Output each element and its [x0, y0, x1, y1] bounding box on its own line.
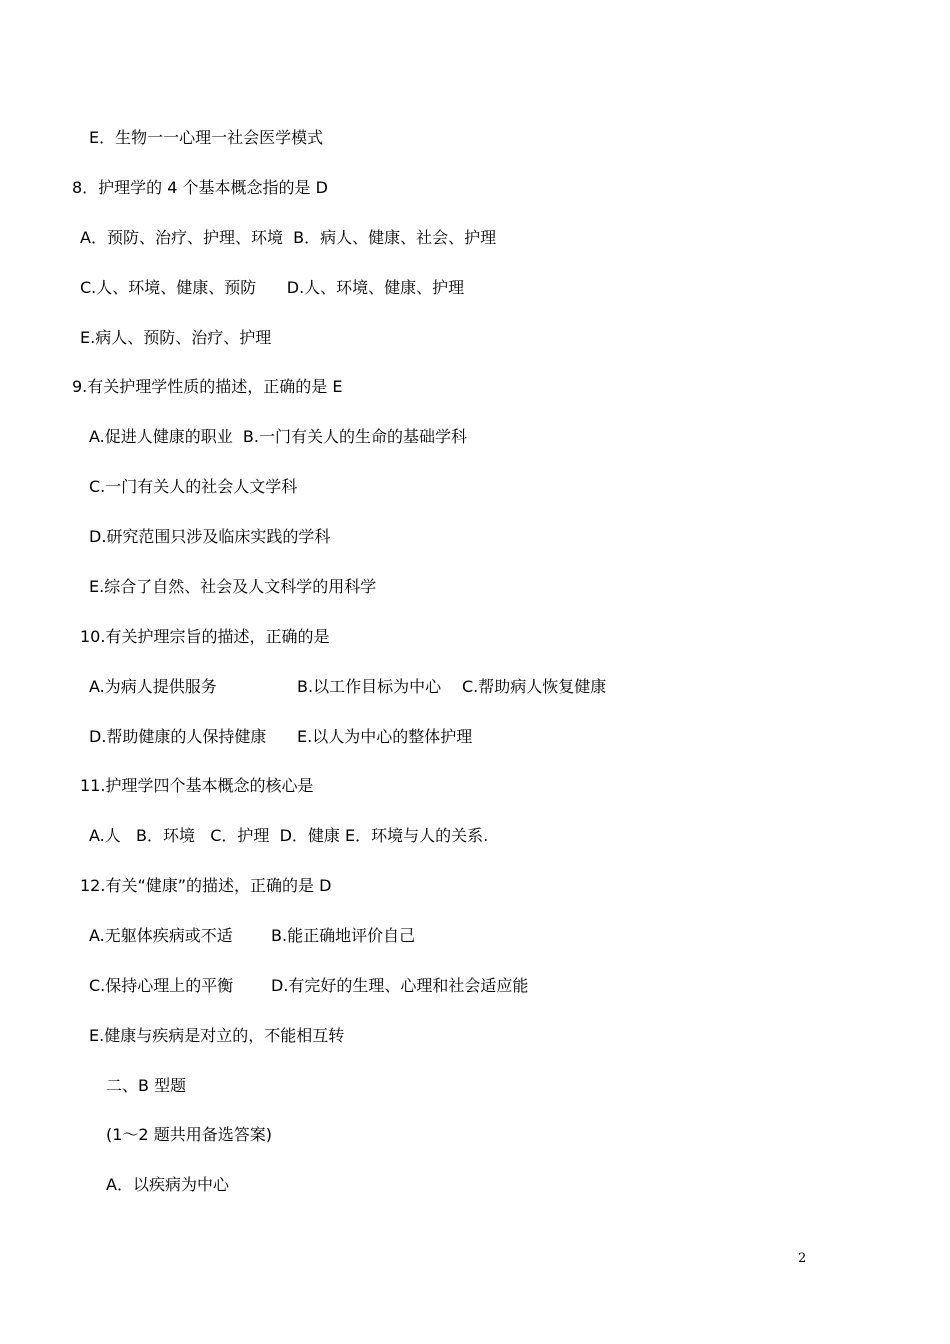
question-9-option-d: D.研究范围只涉及临床实践的学科 [89, 527, 331, 546]
shared-answers-note: (1～2 题共用备选答案) [106, 1125, 272, 1144]
question-10-option-c: C.帮助病人恢复健康 [462, 677, 607, 696]
question-8: 8．护理学的 4 个基本概念指的是 D [72, 178, 328, 197]
question-11: 11.护理学四个基本概念的核心是 [80, 776, 314, 795]
question-10-option-d: D.帮助健康的人保持健康 [89, 727, 267, 746]
question-12-option-a: A.无躯体疾病或不适 [89, 926, 233, 945]
question-10-option-a: A.为病人提供服务 [89, 677, 217, 696]
question-8-options-cd: C.人、环境、健康、预防 D.人、环境、健康、护理 [80, 278, 465, 297]
question-9-option-c: C.一门有关人的社会人文学科 [89, 477, 298, 496]
page-number: 2 [798, 1251, 807, 1266]
question-12-option-b: B.能正确地评价自己 [271, 926, 416, 945]
question-8-option-e: E.病人、预防、治疗、护理 [80, 328, 272, 347]
question-12-option-c: C.保持心理上的平衡 [89, 976, 234, 995]
question-10: 10.有关护理宗旨的描述，正确的是 [80, 627, 330, 646]
question-12-option-e: E.健康与疾病是对立的，不能相互转 [89, 1026, 345, 1045]
question-8-options-ab: A．预防、治疗、护理、环境 B．病人、健康、社会、护理 [80, 228, 497, 247]
question-9-option-e: E.综合了自然、社会及人文科学的用科学 [89, 577, 377, 596]
question-9: 9.有关护理学性质的描述，正确的是 E [72, 377, 343, 396]
section-heading-b-type: 二、B 型题 [106, 1076, 187, 1095]
shared-option-a: A．以疾病为中心 [106, 1175, 229, 1194]
question-10-option-e: E.以人为中心的整体护理 [297, 727, 473, 746]
option-7e: E．生物一一心理一社会医学模式 [89, 128, 324, 147]
question-12: 12.有关“健康”的描述，正确的是 D [80, 876, 332, 895]
question-9-options-ab: A.促进人健康的职业 B.一门有关人的生命的基础学科 [89, 427, 467, 446]
question-12-option-d: D.有完好的生理、心理和社会适应能 [271, 976, 529, 995]
question-11-options: A.人 B．环境 C．护理 D．健康 E．环境与人的关系. [89, 826, 489, 845]
question-10-option-b: B.以工作目标为中心 [297, 677, 442, 696]
